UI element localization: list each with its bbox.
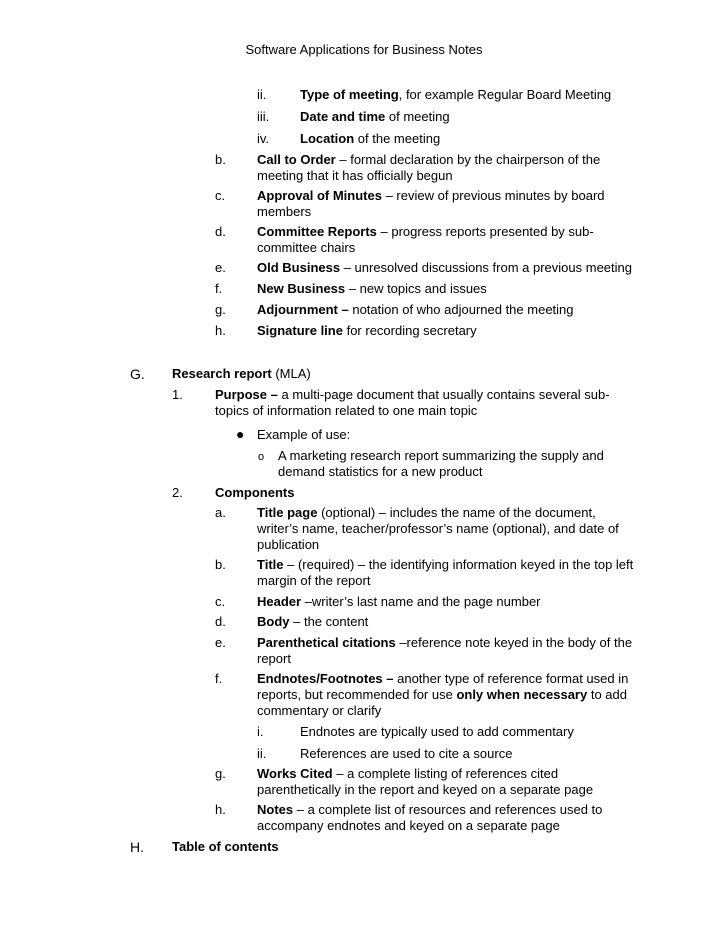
list-item-text: – progress reports presented by sub- (376, 224, 594, 239)
list-item-text: – review of previous minutes by board (381, 188, 605, 203)
list-item: References are used to cite a source (300, 746, 513, 761)
list-item (257, 614, 368, 630)
sub-bullet-icon: o (258, 451, 265, 463)
sub-bullet-text: A marketing research report summarizing the supply and (278, 448, 604, 463)
list-letter: d. (215, 614, 226, 629)
page-header-title: Software Applications for Business Notes (245, 42, 483, 57)
list-item-bold: Old Business (257, 260, 341, 275)
list-item-bold: Location (300, 131, 355, 146)
list-item-text: – new topics and issues (345, 281, 487, 296)
list-letter: f. (215, 671, 223, 686)
list-number: i. (257, 724, 264, 739)
list-letter: c. (215, 594, 226, 609)
list-letter: h. (215, 323, 226, 338)
list-item-bold: Title (257, 557, 284, 572)
list-item-continuation: committee chairs (257, 240, 356, 255)
list-item-bold: Notes (257, 802, 294, 817)
list-item-bold: Committee Reports (257, 224, 377, 239)
list-item-bold: Header (257, 594, 302, 609)
list-item-text: reports, but recommended for use (257, 687, 457, 702)
list-item-text: notation of who adjourned the meeting (348, 302, 574, 317)
list-item-text: to add (587, 687, 627, 702)
list-letter: e. (215, 260, 226, 275)
sub-bullet-text: demand statistics for a new product (278, 464, 483, 479)
list-item: Endnotes are typically used to add commentary (300, 724, 574, 739)
list-item-text: (optional) – includes the name of the document, (317, 505, 596, 520)
list-item (257, 635, 632, 651)
list-item (257, 594, 541, 610)
list-item-text: , for example Regular Board Meeting (398, 87, 612, 102)
section-letter: G. (130, 366, 145, 382)
list-item (257, 671, 628, 687)
list-item (257, 281, 487, 297)
components-heading: Components (215, 485, 295, 500)
list-letter: e. (215, 635, 226, 650)
list-item (257, 505, 596, 521)
list-item-continuation: parenthetically in the report and keyed on a separate page (257, 782, 594, 797)
list-item-bold: Title page (257, 505, 318, 520)
list-item-continuation: margin of the report (257, 573, 371, 588)
list-letter: c. (215, 188, 226, 203)
list-item (257, 152, 600, 168)
list-letter: a. (215, 505, 226, 520)
list-letter: b. (215, 152, 226, 167)
list-number: 2. (172, 485, 183, 500)
list-item-bold: Call to Order (257, 152, 336, 167)
list-item-bold: Date and time (300, 109, 386, 124)
list-item-bold: Works Cited (257, 766, 333, 781)
list-item (257, 802, 602, 818)
list-letter: g. (215, 766, 226, 781)
section-heading (172, 366, 311, 382)
list-item (257, 323, 477, 339)
bullet-icon: ● (236, 426, 245, 442)
list-item-continuation: commentary or clarify (257, 703, 382, 718)
list-item-text: a multi-page document that usually contains several sub- (277, 387, 610, 402)
list-item (300, 131, 440, 147)
list-item-text: of meeting (385, 109, 450, 124)
list-item (300, 87, 611, 103)
list-item-text: another type of reference format used in (393, 671, 629, 686)
section-heading-text: (MLA) (271, 366, 311, 381)
list-item-bold: only when necessary (456, 687, 588, 702)
section-heading: Table of contents (172, 839, 279, 854)
list-letter: f. (215, 281, 223, 296)
list-item-continuation: report (257, 651, 291, 666)
list-item (215, 387, 610, 403)
list-item (257, 766, 558, 782)
list-item-continuation: topics of information related to one main topic (215, 403, 478, 418)
list-item-bold: Purpose – (215, 387, 278, 402)
list-item-continuation: meeting that it has officially begun (257, 168, 453, 183)
list-item-bold: Adjournment – (257, 302, 349, 317)
list-item-text: of the meeting (354, 131, 441, 146)
section-heading-bold: Research report (172, 366, 272, 381)
list-item-continuation: accompany endnotes and keyed on a separate page (257, 818, 560, 833)
list-item-text: – a complete list of resources and references used to (293, 802, 603, 817)
list-item (300, 109, 450, 125)
list-item-bold: Body (257, 614, 290, 629)
list-item-continuation (257, 687, 627, 703)
list-item-text: –writer’s last name and the page number (301, 594, 541, 609)
list-item-bold: Approval of Minutes (257, 188, 382, 203)
list-item-continuation: writer’s name, teacher/professor’s name (optional), and date of (257, 521, 619, 536)
list-number: 1. (172, 387, 183, 402)
section-letter: H. (130, 839, 144, 855)
list-item-text: – a complete listing of references cited (332, 766, 559, 781)
list-item-continuation: members (257, 204, 312, 219)
list-letter: g. (215, 302, 226, 317)
list-item-text: for recording secretary (342, 323, 477, 338)
list-number: ii. (257, 746, 267, 761)
list-item-bold: Signature line (257, 323, 343, 338)
list-item-text: – unresolved discussions from a previous meeting (340, 260, 633, 275)
bullet-text: Example of use: (257, 427, 351, 442)
list-number: iii. (257, 109, 270, 124)
list-item-text: –reference note keyed in the body of the (395, 635, 633, 650)
list-item (257, 188, 605, 204)
list-item-bold: Type of meeting (300, 87, 399, 102)
list-item-bold: New Business (257, 281, 346, 296)
list-letter: d. (215, 224, 226, 239)
list-item (257, 302, 574, 318)
list-item-text: – the content (289, 614, 369, 629)
list-letter: b. (215, 557, 226, 572)
list-item-bold: Endnotes/Footnotes – (257, 671, 394, 686)
list-item (257, 557, 633, 573)
list-number: ii. (257, 87, 267, 102)
list-item (257, 260, 632, 276)
list-item-text: – formal declaration by the chairperson of the (335, 152, 601, 167)
list-item-text: – (required) – the identifying information keyed in the top left (283, 557, 634, 572)
list-item (257, 224, 594, 240)
list-item-bold: Parenthetical citations (257, 635, 396, 650)
list-letter: h. (215, 802, 226, 817)
list-item-continuation: publication (257, 537, 320, 552)
list-number: iv. (257, 131, 270, 146)
